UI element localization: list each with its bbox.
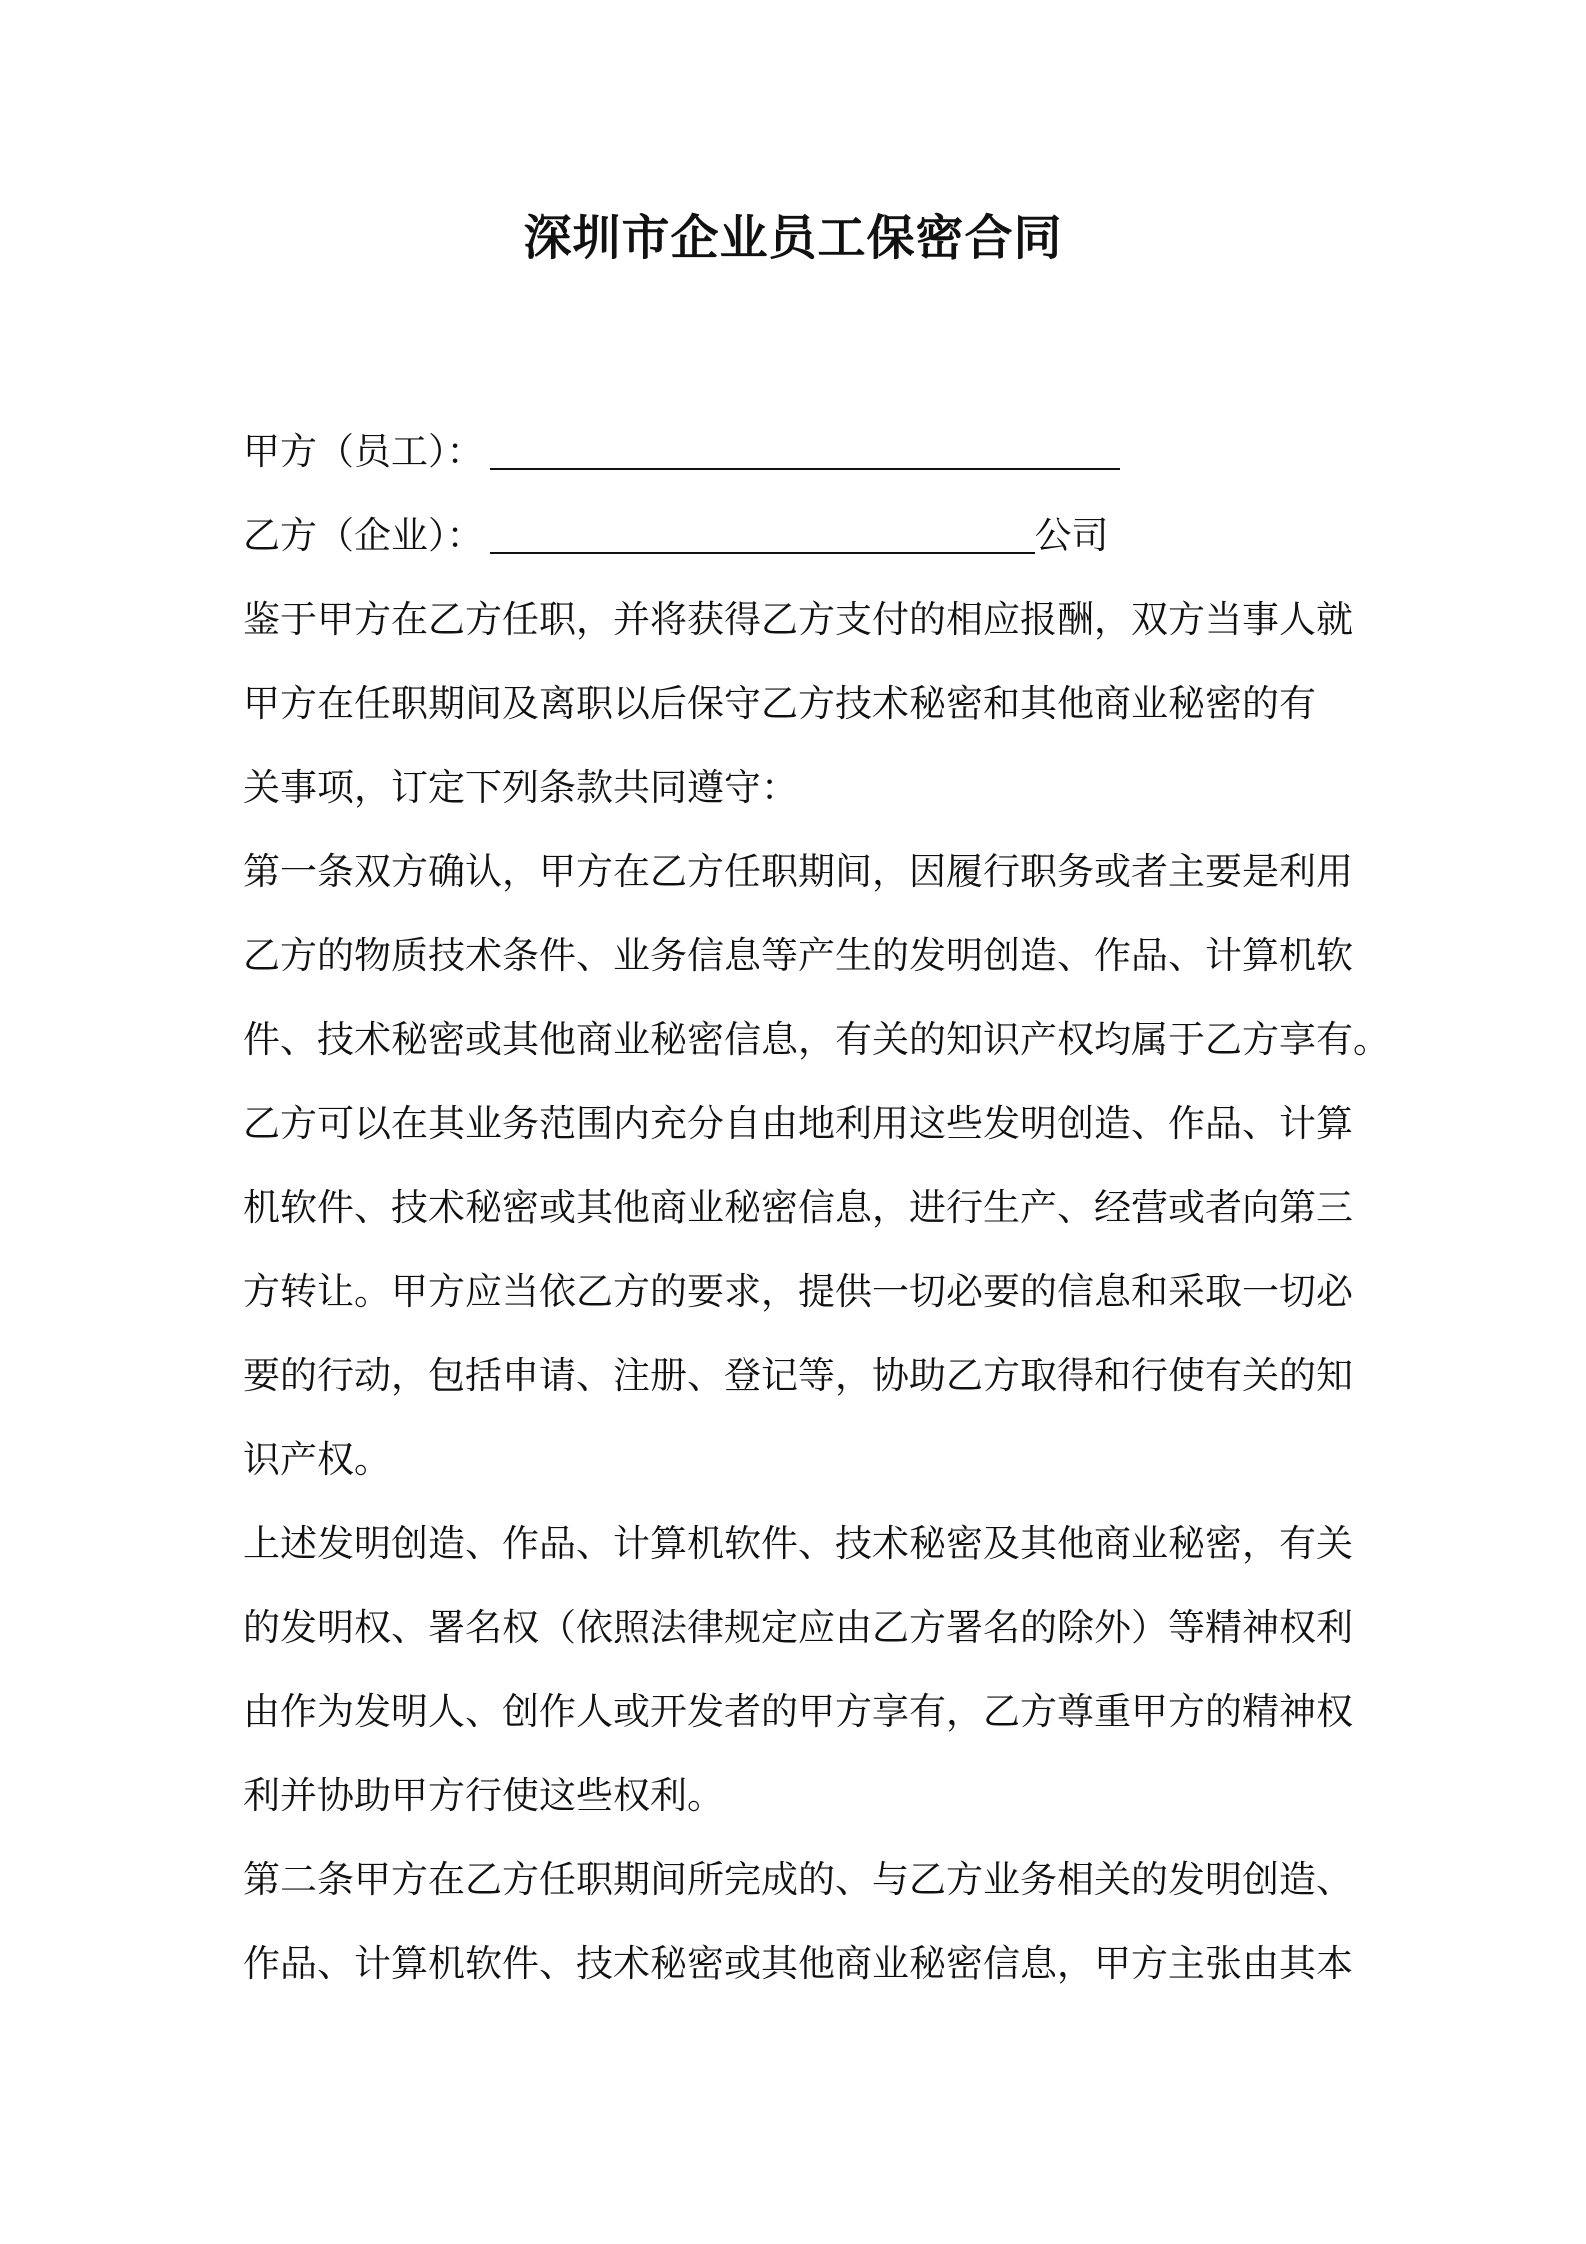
party-b-label: 乙方（企业）： [243, 514, 484, 557]
paragraph-line: 甲方在任职期间及离职以后保守乙方技术秘密和其他商业秘密的有 [243, 682, 1316, 725]
party-a-line [243, 410, 1363, 494]
paragraph-line: 的发明权、署名权（依照法律规定应由乙方署名的除外）等精神权利 [243, 1606, 1353, 1649]
party-b-line [243, 494, 1363, 578]
paragraph-line: 要的行动，包括申请、注册、登记等，协助乙方取得和行使有关的知 [243, 1354, 1353, 1397]
paragraph-line: 关事项，订定下列条款共同遵守： [243, 766, 798, 809]
paragraph-line: 乙方可以在其业务范围内充分自由地利用这些发明创造、作品、计算 [243, 1102, 1353, 1145]
party-b-suffix: 公司 [1034, 514, 1109, 557]
paragraph-line: 作品、计算机软件、技术秘密或其他商业秘密信息，甲方主张由其本 [243, 1942, 1353, 1985]
paragraph-line: 识产权。 [243, 1438, 391, 1481]
party-a-label: 甲方（员工）： [243, 430, 484, 473]
paragraph-line: 机软件、技术秘密或其他商业秘密信息，进行生产、经营或者向第三 [243, 1186, 1353, 1229]
paragraph-line: 第二条甲方在乙方任职期间所完成的、与乙方业务相关的发明创造、 [243, 1858, 1353, 1901]
paragraph-line: 第一条双方确认，甲方在乙方任职期间，因履行职务或者主要是利用 [243, 850, 1353, 893]
party-b-blank [490, 512, 1035, 554]
document-body [243, 410, 1390, 2006]
paragraph-line: 方转让。甲方应当依乙方的要求，提供一切必要的信息和采取一切必 [243, 1270, 1353, 1313]
paragraph-line: 利并协助甲方行使这些权利。 [243, 1774, 724, 1817]
paragraph-line: 由作为发明人、创作人或开发者的甲方享有，乙方尊重甲方的精神权 [243, 1690, 1353, 1733]
paragraph-line: 乙方的物质技术条件、业务信息等产生的发明创造、作品、计算机软 [243, 934, 1353, 977]
paragraph-line: 件、技术秘密或其他商业秘密信息，有关的知识产权均属于乙方享有。 [243, 1018, 1390, 1061]
party-a-blank [490, 428, 1120, 470]
paragraph-line: 上述发明创造、作品、计算机软件、技术秘密及其他商业秘密，有关 [243, 1522, 1353, 1565]
paragraph-line: 鉴于甲方在乙方任职，并将获得乙方支付的相应报酬，双方当事人就 [243, 598, 1353, 641]
document-title: 深圳市企业员工保密合同 [523, 210, 1063, 266]
